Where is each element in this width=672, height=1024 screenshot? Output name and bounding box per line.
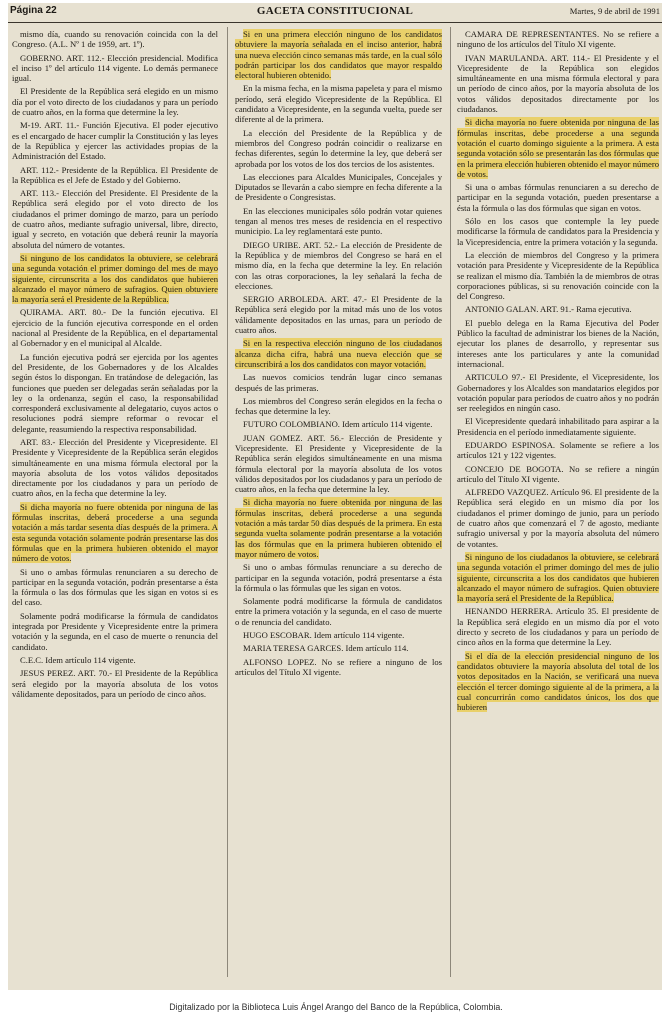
article-paragraph: ALFREDO VAZQUEZ. Artículo 96. El presidente de la República será elegido en un mismo día por los ciudadanos el primer domingo de junio, para un período de cuatro años que comenzará el 7 de agosto, mediante sufragio universal y por la mayoría absoluta del número de votantes. <box>457 487 659 549</box>
article-paragraph <box>12 502 218 564</box>
article-paragraph: MARIA TERESA GARCES. Idem artículo 114. <box>243 643 409 654</box>
column-divider <box>227 27 228 977</box>
article-paragraph: El pueblo delega en la Rama Ejecutiva del Poder Público la facultad de administrar los bienes de la Nación, ejecutar los planes de desarrollo, y representar sus intereses ante los particulares y ante la comunidad internacional. <box>457 317 659 369</box>
article-paragraph: ALFONSO LOPEZ. No se refiere a ninguno de los artículos del Título XI vigente. <box>235 656 442 677</box>
article-paragraph <box>235 338 442 369</box>
article-paragraph: ART. 83.- Elección del Presidente y Vicepresidente. El Presidente y Vicepresidente de la República serán elegidos simultáneamente en una misma fórmula electoral por la mayoría absoluta de los votos válidos depositados directamente por los ciudadanos y para un período de cuatro años, en la fecha que determine la ley. <box>12 436 218 499</box>
article-paragraph: Si uno o ambas fórmulas renunciare a su derecho de participar en la segunda votación, podrá presentarse a ésta la fórmula o las fórmulas que les sigan en votos. <box>235 562 442 593</box>
newspaper-title: GACETA CONSTITUCIONAL <box>256 5 414 17</box>
highlighted-text: Si ninguno de los ciudadanos la obtuviere, se celebrará una segunda votación el primer domingo del mes de julio siguiente, circunscrita a los dos candidatos que hubieren alcanzado el mayor número de sufragios. Quien obtuviere la mayoría será el Presidente de la República. <box>457 551 659 604</box>
article-paragraph <box>235 497 442 559</box>
article-paragraph: Las elecciones para Alcaldes Municipales, Concejales y Diputados se llevarán a cabo siempre en fecha diferente a la de Presidente o Congresistas. <box>235 171 442 203</box>
article-paragraph: El Presidente de la República será elegido en un mismo día por el voto directo de los ciudadanos y para un período de cuatro años, en la forma que determine la ley. <box>12 86 218 118</box>
article-paragraph <box>457 651 659 713</box>
article-paragraph: SERGIO ARBOLEDA. ART. 47.- El Presidente de la República será elegido por la mitad más uno de los votos válidamente depositados en las urnas, para un período de cuatro años. <box>235 294 442 336</box>
article-paragraph: IVAN MARULANDA. ART. 114.- El Presidente y el Vicepresidente de la República son elegidos simultáneamente en una misma fórmula electoral y para un período de cinco años, por la mayoría absoluta de los votos válidos depositados directamente por los ciudadanos. <box>457 52 659 115</box>
highlighted-text: Si dicha mayoría no fuere obtenida por ninguna de las fórmulas inscritas, debe procederse a una segunda votación el cuarto domingo siguiente a la primera. A esta segunda votación sólo se presentarán las dos fórmulas que en la primera elección hubieren obtenido el mayor número de votos. <box>457 117 659 179</box>
article-paragraph: Solamente podrá modificarse la fórmula de candidatos entre la primera votación y la segunda, en el caso de muerte o de renuncia del candidato. <box>235 596 442 627</box>
article-paragraph <box>457 552 659 603</box>
article-paragraph: CONCEJO DE BOGOTA. No se refiere a ningún artículo del Título XI vigente. <box>457 463 659 484</box>
article-paragraph: JUAN GOMEZ. ART. 56.- Elección de Presidente y Vicepresidente. El Presidente y Vicepresidente de la República serán elegidos simultáneamente en una misma fórmula electoral por la mayoría absoluta de los votos válidos depositados por los ciudadanos y para un período de cuatro años, en la fecha que determine la ley. <box>235 432 442 495</box>
highlighted-text: Si el día de la elección presidencial ninguno de los candidatos obtuviere la mayoría absoluta del total de los votos depositados en la Nación, se verificará una nueva elección el tercer domingo siguiente al de la primera, a la cual concurrirán como candidatos únicos, los dos que hubieren <box>457 650 659 713</box>
article-paragraph: Si una o ambas fórmulas renunciaren a su derecho de participar en la segunda votación, pueden presentarse a ésta la fórmula o las dos fórmulas que sigan en votos. <box>457 182 659 213</box>
article-paragraph: JESUS PEREZ. ART. 70.- El Presidente de la República será elegido por la mayoría absoluta de los votos válidamente depositados, para un período de cinco años. <box>12 668 218 699</box>
highlighted-text: Si dicha mayoría no fuere obtenida por ninguna de las fórmulas inscritas, deberá procederse a una segunda votación a más tardar 50 días después de la primera. En esta segunda vuelta solamente podrán presentarse a la votación las dos fórmulas que en la primera hubieren obtenido el mayor número de votos. <box>235 497 442 559</box>
article-paragraph: Sólo en los casos que contemple la ley puede modificarse la fórmula de candidatos para la Presidencia y la Vicepresidencia, entre la primera votación y la segunda. <box>457 216 659 247</box>
page-number: Página 22 <box>10 5 57 16</box>
article-paragraph: En la misma fecha, en la misma papeleta y para el mismo período, será elegido Vicepresidente de la República. El candidato a Vicepresidente, en la segunda vuelta, puede ser diferente al de la primera. <box>235 83 442 125</box>
article-paragraph: HENANDO HERRERA. Artículo 35. El presidente de la República será elegido en un mismo día por el voto directo y secreto de los ciudadanos y para un período de cinco años en la forma que determine la Ley. <box>457 606 659 648</box>
article-paragraph: ART. 112.- Presidente de la República. El Presidente de la República es el Jefe de Estado y del Gobierno. <box>12 164 218 185</box>
article-paragraph: Los miembros del Congreso serán elegidos en la fecha o fechas que determine la ley. <box>235 395 442 417</box>
highlighted-text: Si dicha mayoría no fuere obtenida por ninguna de las fórmulas inscritas, deberá procederse a una segunda votación a más tardar sesenta días después de la primera. A esta segunda votación solamente podrán presentarse las dos fórmulas que en la primera hubieren obtenido el mayor número de votos. <box>12 501 218 564</box>
highlighted-text: Si ninguno de los candidatos la obtuviere, se celebrará una segunda votación el primer domingo del mes de mayo siguiente, circunscrita a los dos candidatos que hubieren alcanzado el mayor número de sufragios. Quien obtuviere la mayoría será el Presidente de la República. <box>12 252 218 305</box>
digitization-credit: Digitalizado por la Biblioteca Luis Ángel Arango del Banco de la República, Colombia. <box>169 1002 503 1012</box>
column-divider <box>450 27 451 977</box>
article-paragraph: C.E.C. Idem artículo 114 vigente. <box>20 654 136 665</box>
article-paragraph <box>12 253 218 304</box>
text-column-2 <box>235 29 442 981</box>
article-paragraph: GOBERNO. ART. 112.- Elección presidencial. Modifica el inciso 1º del artículo 114 vigente. Lo demás permanece igual. <box>12 52 218 84</box>
article-paragraph: Las nuevos comicios tendrán lugar cinco semanas después de las primeras. <box>235 372 442 393</box>
highlighted-text: Si en una primera elección ninguno de los candidatos obtuviere la mayoría señalada en el inciso anterior, habrá una nueva elección cinco semanas más tarde, en la cual sólo podrán participar los dos candidatos que mayor respaldo electoral hubieren obtenido. <box>235 29 442 81</box>
article-paragraph: M-19. ART. 11.- Función Ejecutiva. El poder ejecutivo es el encargado de hacer cumplir la Constitución y las leyes de la República y ejercer las actividades propias de la Administración del Estado. <box>12 120 218 162</box>
article-paragraph: La elección del Presidente de la República y de miembros del Congreso podrán coincidir o realizarse en fechas diferentes, según lo determine la ley, que deberá ser aprobada por los votos de los dos tercios de los asistentes. <box>235 127 442 169</box>
article-paragraph: La función ejecutiva podrá ser ejercida por los agentes del Presidente, de los Gobernadores y de los Alcaldes según éstos lo dispongan. En tratándose de delegación, las funciones que pueden ser delegadas serán señaladas por la ley o la ordenanza, según el caso, la responsabilidad corresponderá exclusivamente al delegatario, cuyos actos o resoluciones podrá siempre reformar o revocar el delegante, reasumiendo la respectiva responsabilidad. <box>12 351 218 434</box>
page-header <box>8 3 662 23</box>
newspaper-page <box>8 3 662 990</box>
article-paragraph: CAMARA DE REPRESENTANTES. No se refiere a ninguno de los artículos del Título XI vigente. <box>457 29 659 50</box>
article-paragraph: Si uno o ambas fórmulas renunciaren a su derecho de participar en la segunda votación, podrán presentarse a ésta la fórmula o las dos fórmulas que les sigan en votos si es del caso. <box>12 566 218 608</box>
article-paragraph: El Vicepresidente quedará inhabilitado para aspirar a la Presidencia en el período inmediatamente siguiente. <box>457 416 659 437</box>
article-paragraph <box>457 117 659 179</box>
text-column-1 <box>12 29 218 981</box>
text-column-3 <box>457 29 659 981</box>
article-paragraph: mismo día, cuando su renovación coincida con la del Congreso. (A.L. Nº 1 de 1959, art. 1º). <box>12 29 218 50</box>
article-paragraph: DIEGO URIBE. ART. 52.- La elección de Presidente de la República y de miembros del Congreso se hará en el mismo día, en la fecha que determine la ley. En relación con las otras corporaciones, la ley señalará la fecha de elecciones. <box>235 239 442 291</box>
article-paragraph: ART. 113.- Elección del Presidente. El Presidente de la República será elegido por el voto directo de los ciudadanos el primer domingo de marzo, para un período de cuatro años, mediante sufragio universal, libre, directo, igual y secreto, en votación que deberá reunir la mayoría absoluta del número de votantes. <box>12 188 218 250</box>
article-paragraph: EDUARDO ESPINOSA. Solamente se refiere a los artículos 121 y 122 vigentes. <box>457 439 659 461</box>
article-paragraph <box>235 29 442 80</box>
issue-date: Martes, 9 de abril de 1991 <box>569 6 660 16</box>
article-paragraph: La elección de miembros del Congreso y la primera votación para Presidente y Vicepresidente de la República se realizan el mismo día. También la de miembros de otras corporaciones públicas, si su renovación coincide con la del Congreso. <box>457 249 659 302</box>
article-paragraph: ANTONIO GALAN. ART. 91.- Rama ejecutiva. <box>465 304 632 315</box>
highlighted-text: Si en la respectiva elección ninguno de los ciudadanos alcanza dicha cifra, habrá una nueva elección que se circunscribirá a los dos candidatos con mayor votación. <box>235 338 442 369</box>
article-paragraph: QUIRAMA. ART. 80.- De la función ejecutiva. El ejercicio de la función ejecutiva corresponde en el orden nacional al Presidente de la República, en el departamental al Gobernador y en el municipal al Alcalde. <box>12 307 218 349</box>
article-paragraph: En las elecciones municipales sólo podrán votar quienes tengan al menos tres meses de residencia en el respectivo municipio. La ley reglamentará este punto. <box>235 205 442 237</box>
article-paragraph: ARTICULO 97.- El Presidente, el Vicepresidente, los Gobernadores y los Alcaldes son mandatarios elegidos por votación popular para períodos de cuatro años y no podrán ser reelegidos en ningún caso. <box>457 372 659 414</box>
article-paragraph: HUGO ESCOBAR. Idem artículo 114 vigente. <box>243 630 405 641</box>
article-paragraph: Solamente podrá modificarse la fórmula de candidatos integrada por Presidente y Vicepresidente entre la primera votación y la segunda, en el caso de muerte o renuncia del candidato. <box>12 610 218 652</box>
article-paragraph: FUTURO COLOMBIANO. Idem artículo 114 vigente. <box>243 419 433 430</box>
